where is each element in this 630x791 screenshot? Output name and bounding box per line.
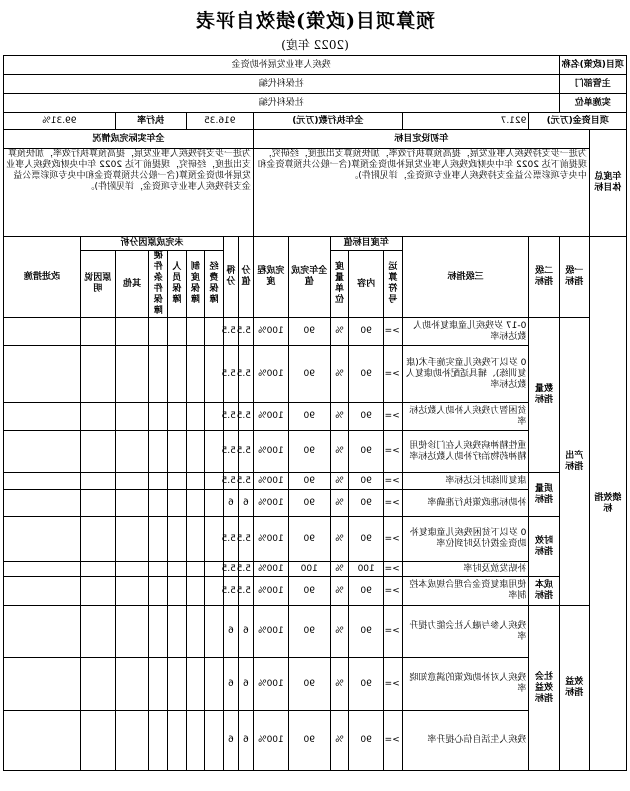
got-score: 6	[223, 711, 238, 771]
indicator-name: 补贴发放及时率	[402, 562, 529, 577]
exec-rate-label: 执行率	[115, 113, 186, 130]
operator: >=	[384, 403, 403, 431]
actual-value: 90	[288, 517, 330, 562]
target-content: 90	[349, 606, 384, 658]
target-content: 90	[349, 517, 384, 562]
operator: >=	[384, 346, 403, 403]
actual-value: 100	[288, 562, 330, 577]
unit-header: 度量单位	[330, 251, 349, 318]
target-content: 100	[349, 562, 384, 577]
exec-label: 全年执行数(万元)	[253, 113, 402, 130]
unit: %	[330, 490, 349, 517]
evaluation-table	[3, 55, 627, 771]
actual-value: 90	[288, 431, 330, 473]
page-subtitle: (2022 年度)	[281, 38, 349, 52]
got-score: 6	[223, 658, 238, 711]
reason-hardware-header: 硬件条件保障	[149, 251, 168, 318]
reason-staff-header: 人员保障	[168, 251, 187, 318]
operator: >=	[384, 473, 403, 490]
completion-rate: 100%	[253, 318, 288, 346]
score-header: 分值	[238, 237, 253, 318]
score: 5.5	[238, 473, 253, 490]
level3-header: 三级指标	[402, 237, 529, 318]
score: 5.5	[238, 517, 253, 562]
exec-value: 916.35	[186, 113, 253, 130]
unit: %	[330, 403, 349, 431]
score: 6	[238, 490, 253, 517]
indicator-name: 贫困智力残疾人补助人数达标率	[402, 403, 529, 431]
operator: >=	[384, 562, 403, 577]
unit: %	[330, 606, 349, 658]
unit: %	[330, 577, 349, 606]
timeliness-indicator-label: 时效指标	[529, 517, 559, 577]
completion-rate: 100%	[253, 346, 288, 403]
operator: >=	[384, 431, 403, 473]
set-goal-text: 为进一步支持残疾人事业发展，提高预算执行效率，加快预算支出进度，经研究，现提前下达 2022 年中央财政残疾人事业发展补助资金预算(含一般公共预算资金和中央专项彩票公益金支持残疾人事业专项资金，详见附件)。	[253, 149, 589, 237]
reason-header: 未完成原因分析	[80, 237, 223, 251]
target-content: 90	[349, 711, 384, 771]
target-content: 90	[349, 431, 384, 473]
indicator-name: 重性精神病残疾人在门诊使用精神药物治疗补助人数达标率	[402, 431, 529, 473]
completion-rate: 100%	[253, 517, 288, 562]
score: 5.5	[238, 403, 253, 431]
reason-funding-header: 经费保障	[205, 251, 224, 318]
score: 6	[238, 606, 253, 658]
target-content: 90	[349, 318, 384, 346]
operator: >=	[384, 517, 403, 562]
target-content: 90	[349, 577, 384, 606]
completion-rate: 100%	[253, 711, 288, 771]
score: 6	[238, 658, 253, 711]
actual-value: 90	[288, 577, 330, 606]
actual-value: 90	[288, 403, 330, 431]
got-score: 5.5	[223, 346, 238, 403]
impl-unit-label: 实施单位	[559, 94, 626, 113]
content-header: 内容	[349, 251, 384, 318]
operator: >=	[384, 658, 403, 711]
indicator-name: 残疾人参与融入社会能力提升率	[402, 606, 529, 658]
impl-unit-value: 社保科代编	[4, 94, 560, 113]
project-name-value: 残疾人事业发展补助资金	[4, 56, 560, 75]
actual-value: 90	[288, 606, 330, 658]
got-score: 5.5	[223, 577, 238, 606]
indicator-name: 残疾人对补助政策的满意知晓率	[402, 658, 529, 711]
page-title: 预算项目(政策)绩效自评表	[195, 10, 435, 32]
quality-indicator-label: 质量指标	[529, 473, 559, 517]
actual-goal-text: 为进一步支持残疾人事业发展，提高预算执行效率，加快预算支出进度，经研究，现提前下达 2022 年中央财政残疾人事业发展补助资金预算(含一般公共预算资金和中央专项彩票公益金支持残疾人事业专项资金，详见附件)。	[4, 149, 254, 237]
score: 5.5	[238, 562, 253, 577]
got-score: 5.5	[223, 473, 238, 490]
target-content: 90	[349, 403, 384, 431]
completion-rate: 100%	[253, 577, 288, 606]
funds-label: 项目资金(万元)	[529, 113, 627, 130]
actual-value: 90	[288, 318, 330, 346]
indicator-name: 使用康复资金合理合规成本控制率	[402, 577, 529, 606]
dept-value: 社保科代编	[4, 75, 560, 94]
completion-rate: 100%	[253, 473, 288, 490]
unit: %	[330, 473, 349, 490]
score: 6	[238, 711, 253, 771]
exec-rate-value: 99.31%	[4, 113, 116, 130]
reason-other-header: 其他	[115, 251, 149, 318]
perf-indicator-label: 绩效指标	[589, 237, 626, 771]
score: 5.5	[238, 577, 253, 606]
completion-header: 完成程度	[253, 237, 288, 318]
quantity-indicator-label: 数量指标	[529, 318, 559, 473]
dept-label: 主管部门	[559, 75, 626, 94]
annual-budget-value: 921.7	[402, 113, 529, 130]
set-goal-label: 年初设定目标	[253, 130, 589, 149]
benefit-indicator-label: 效益指标	[559, 606, 589, 771]
operator-header: 运算符号	[384, 251, 403, 318]
actual-value: 90	[288, 473, 330, 490]
indicator-name: 补助标准政策执行准确率	[402, 490, 529, 517]
operator: >=	[384, 577, 403, 606]
operator: >=	[384, 490, 403, 517]
indicator-name: 0-17 岁残疾儿童康复补助人数达标率	[402, 318, 529, 346]
operator: >=	[384, 318, 403, 346]
completion-rate: 100%	[253, 606, 288, 658]
got-score: 5.5	[223, 562, 238, 577]
got-score: 6	[223, 606, 238, 658]
actual-value: 90	[288, 658, 330, 711]
actual-value: 90	[288, 346, 330, 403]
project-name-label: 项目(政策)名称	[559, 56, 626, 75]
completion-rate: 100%	[253, 562, 288, 577]
unit: %	[330, 517, 349, 562]
target-content: 90	[349, 346, 384, 403]
output-indicator-label: 产出指标	[559, 318, 589, 606]
got-score: 5.5	[223, 318, 238, 346]
got-score: 5.5	[223, 403, 238, 431]
target-content: 90	[349, 658, 384, 711]
actual-value: 90	[288, 490, 330, 517]
improve-header: 改进措施	[4, 237, 81, 318]
unit: %	[330, 658, 349, 711]
social-benefit-label: 社会效益指标	[529, 606, 559, 771]
got-score: 5.5	[223, 431, 238, 473]
level1-header: 一级指标	[559, 237, 589, 318]
level2-header: 二级指标	[529, 237, 559, 318]
completion-rate: 100%	[253, 403, 288, 431]
got-header: 得分	[223, 237, 238, 318]
target-content: 90	[349, 490, 384, 517]
score: 5.5	[238, 346, 253, 403]
score: 5.5	[238, 318, 253, 346]
annual-goal-label: 年度总体目标	[589, 130, 626, 237]
indicator-name: 残疾人生活自信心提升率	[402, 711, 529, 771]
target-content: 90	[349, 473, 384, 490]
completion-rate: 100%	[253, 658, 288, 711]
unit: %	[330, 562, 349, 577]
completion-rate: 100%	[253, 490, 288, 517]
indicator-name: 康复训练时长达标率	[402, 473, 529, 490]
got-score: 5.5	[223, 517, 238, 562]
reason-system-header: 制度保障	[186, 251, 205, 318]
completion-rate: 100%	[253, 431, 288, 473]
operator: >=	[384, 711, 403, 771]
actual-header: 全年完成值	[288, 237, 330, 318]
annual-target-header: 年度目标值	[330, 237, 402, 251]
indicator-name: 0 岁以下贫困残疾儿童康复补助资金拨付及时到位率	[402, 517, 529, 562]
unit: %	[330, 318, 349, 346]
unit: %	[330, 346, 349, 403]
operator: >=	[384, 606, 403, 658]
actual-value: 90	[288, 711, 330, 771]
cost-indicator-label: 成本指标	[529, 577, 559, 606]
got-score: 6	[223, 490, 238, 517]
unit: %	[330, 711, 349, 771]
actual-goal-label: 全年实际完成情况	[4, 130, 254, 149]
indicator-name: 0 岁以下残疾儿童实施手术(康复训练)、辅具适配补助康复人数达标率	[402, 346, 529, 403]
unit: %	[330, 431, 349, 473]
reason-note-header: 原因说明	[80, 251, 115, 318]
score: 5.5	[238, 431, 253, 473]
